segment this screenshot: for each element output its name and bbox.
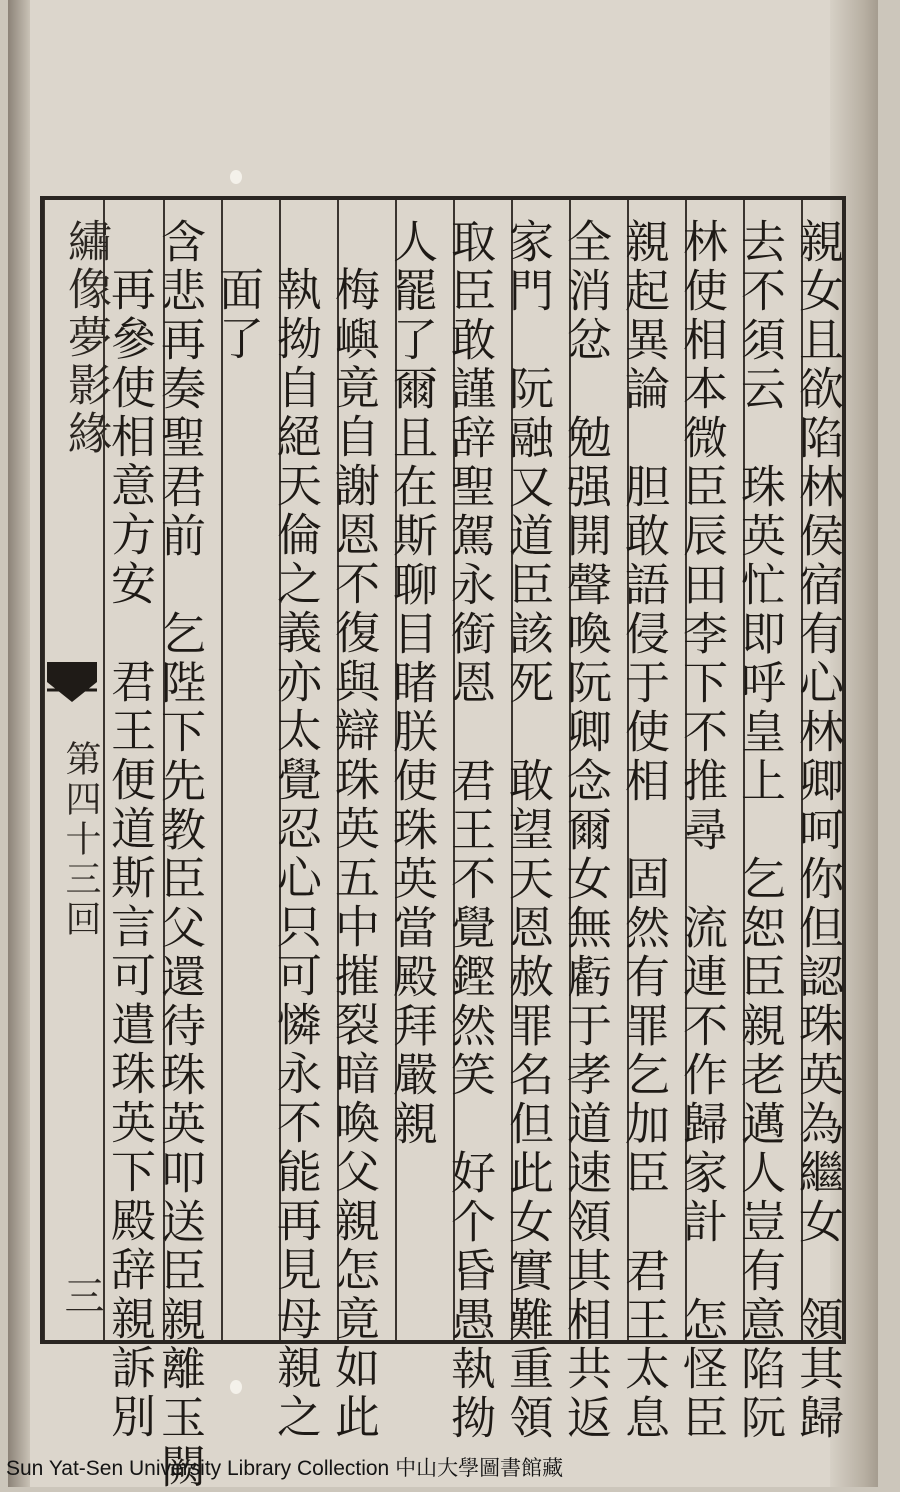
banxin-strip <box>45 200 111 1340</box>
text-column-9: 梅嶼竟自謝恩不復與辯珠英五中摧裂暗喚父親怎竟如此 <box>327 266 380 1442</box>
text-column-7: 取臣敢謹辞聖駕永銜恩 君王不覺鏗然笑 好个昏愚執拗 <box>443 218 496 1443</box>
book-page <box>8 0 878 1492</box>
text-column-11: 面了 <box>211 266 264 364</box>
binding-hole <box>230 1380 242 1394</box>
page-number: 三 <box>58 1275 104 1319</box>
text-column-6: 家門 阮融又道臣該死 敢望天恩赦罪名但此女實難重領 <box>501 218 554 1443</box>
fish-tail-mark <box>47 662 97 722</box>
page-gutter-shadow <box>8 0 30 1487</box>
text-column-8: 人罷了爾且在斯聊目睹朕使珠英當殿拜嚴親 <box>385 218 438 1149</box>
binding-hole <box>230 170 242 184</box>
text-column-1: 親女且欲陷林侯宿有心林卿呵你但認珠英為繼女 領其歸 <box>791 218 844 1443</box>
library-credit: Sun Yat-Sen University Library Collection 中山大學圖書館藏 <box>6 1457 564 1480</box>
book-title: 繡像夢影緣 <box>60 218 111 458</box>
chapter-label: 第四十三回 <box>60 740 101 940</box>
text-column-13: 再參使相意方安 君王便道斯言可遣珠英下殿辞親訴別 <box>103 266 156 1442</box>
text-column-3: 林使相本微臣辰田李下不推尋 流連不作歸家計 怎怪臣 <box>675 218 728 1443</box>
text-column-2: 去不須云 珠英忙即呼皇上 乞恕臣親老邁人豈有意陷阮 <box>733 218 786 1443</box>
text-column-5: 全消忿 勉强開聲喚阮卿念爾女無虧于孝道速領其相共返 <box>559 218 612 1443</box>
text-column-10: 執拗自絕天倫之義亦太覺忍心只可憐永不能再見母親之 <box>269 266 322 1442</box>
text-column-12: 含悲再奏聖君前 乞陛下先教臣父還待珠英叩送臣親離玉闕 <box>153 218 206 1492</box>
text-column-4: 親起異論 胆敢語侵于使相 固然有罪乞加臣 君王太息 <box>617 218 670 1443</box>
